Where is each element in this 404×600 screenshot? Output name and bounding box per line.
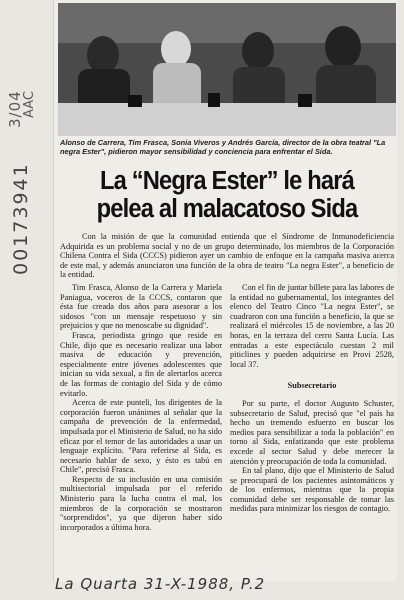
subheading: Subsecretario [287,381,337,391]
right-column [230,283,394,514]
paragraph: Con el fin de juntar billete para las labores de la entidad no gubernamental, los integrantes del elenco del Teatro Cinco "La negra Ester", se cuadraron con una función a beneficio, la que se realizará el miércoles 15 de noviembre, a las 20 horas, en la terraza del cerro Santa Lucía. Las entradas a este espectáculo cuestan 2 mil piticlines y pueden adquirirse en Provi 2528, local 37. [230,283,394,369]
headline: La “Negra Ester” le hará pelea al malacatoso Sida [96,167,358,223]
left-column [60,283,222,532]
paragraph: Respecto de su inclusión en una comisión multisectorial impulsada por el referido Ministerio para la lucha contra el mal, los miembros de la corporación se mostraron "sorprendidos", ya que dijeron haber sido incorporados a última hora. [60,474,222,532]
paragraph: Acerca de este punteli, los dirigentes de la corporación fueron unánimes al señalar que la campaña de prevención de la enfermedad, impulsada por el Ministerio de Salud, no ha sido eficaz por el temor de las autoridades a usar un lenguaje explícito. "Para referirse al Sida, es necesario hablar de sexo, y ésto es tabú en Chile", precisó Frasca. [60,398,222,475]
news-photo [58,3,396,136]
paragraph: En tal plano, dijo que el Ministerio de Salud se preocupará de los pacientes asintomáticos y de los enfermos, mientras que la propia comunidad debe ser responsable de tomar las medidas para minimizar los riesgos de contagio. [230,466,394,514]
paragraph: Tim Frasca, Alonso de la Carrera y Mariela Paniagua, voceros de la CCCS, contaron que ésta fue creada dos años para asesorar a los sidosos "con un mensaje respetuoso y sin prejuicios y que no menoscabe su dignidad". [60,283,222,331]
news-photo-illustration [58,3,396,136]
photo-caption: Alonso de Carrera, Tim Frasca, Sonia Viveros y Andrés García, director de la obra teatral "La negra Ester", pidieron mayor sensibilidad y conciencia para enfrentar el Sida. [60,138,386,157]
source-date-handwritten: La Quarta 31-X-1988, P.2 [55,575,266,593]
lead-paragraph: Con la misión de que la comunidad entienda que el Síndrome de Inmunodeficiencia Adquirida es un problema social y no de un grupo determinado, los miembros de la Corporación Chilena Contra el Sida (CCCS) pidieron ayer un cambio de enfoque en la campaña masiva acerca de este mal, y además anunciaron una función de la obra de teatro "La negra Ester", a beneficio de la entidad. [60,232,394,280]
margin-note-handwritten: 3/04 [6,90,24,128]
margin-note-handwritten-2: AAC [22,91,37,118]
catalog-number: 00173941 [10,162,32,275]
paragraph: Por su parte, el doctor Augusto Schuster, subsecretario de Salud, precisó que "el país ha hecho un tremendo esfuerzo en buscar los medios para sensibilizar a toda la población" en torno al Sida, enfatizando que este problema excede al sector Salud y debe merecer la atención y preocupación de toda la comunidad. [230,398,394,466]
paragraph: Frasca, periodista gringo que reside en Chile, dijo que es necesario realizar una labor masiva de educación y prevención, especialmente entre jóvenes adolescentes que inician su vida sexual, a fin de alertarlos acerca de las formas de contagio del Sida y de cómo evitarlo. [60,330,222,398]
